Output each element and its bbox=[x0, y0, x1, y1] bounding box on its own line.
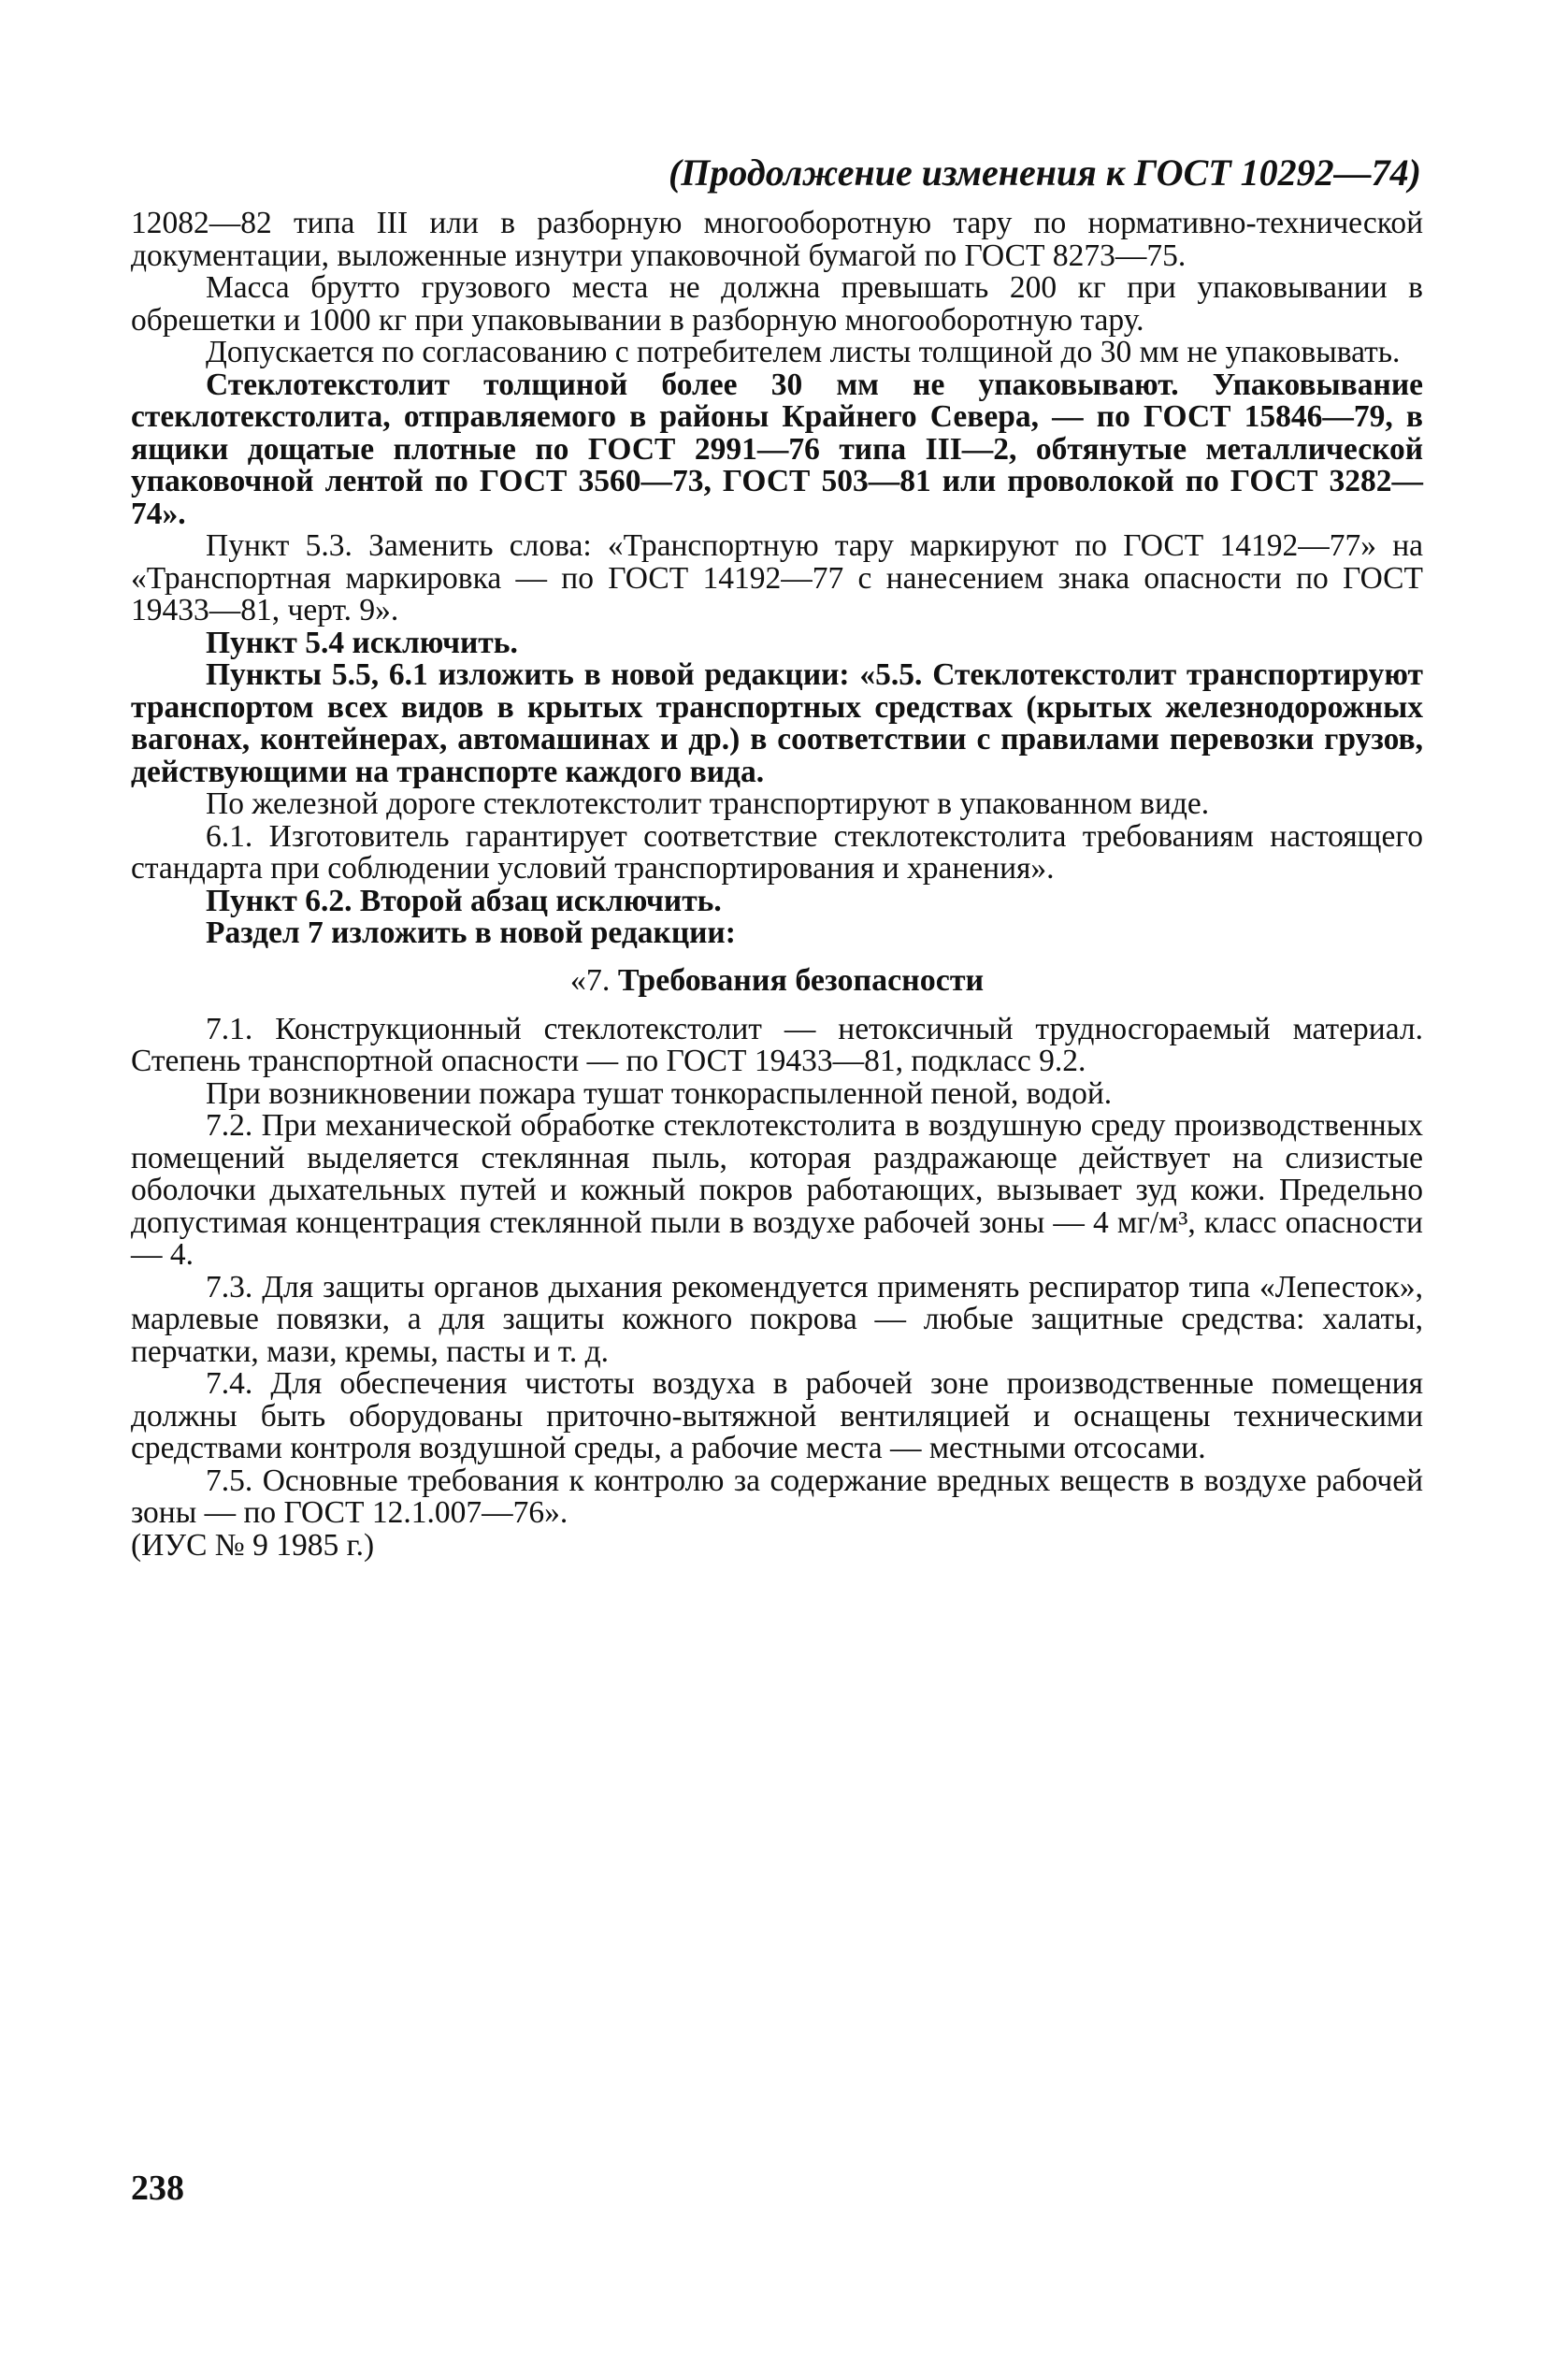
section-heading bbox=[131, 963, 1423, 999]
paragraph-clause-5-4: Пункт 5.4 исключить. bbox=[206, 625, 518, 660]
paragraph-7-3: 7.3. Для защиты органов дыхания рекомендуется применять респиратор типа «Лепесток», марлевые повязки, а для защиты кожного покрова — любые защитные средства: халаты, перчатки, мази, кремы, пасты и т. д. bbox=[131, 1269, 1423, 1369]
paragraph-continuation: 12082—82 типа III или в разборную многооборотную тару по нормативно-технической документации, выложенные изнутри упаковочной бумагой по ГОСТ 8273—75. bbox=[131, 206, 1423, 273]
paragraph-clause-5-3: Пункт 5.3. Заменить слова: «Транспортную тару маркируют по ГОСТ 14192—77» на «Транспортная маркировка — по ГОСТ 14192—77 с нанесением знака опасности по ГОСТ 19433—81, черт. 9». bbox=[131, 528, 1423, 627]
paragraph-railway: По железной дороге стеклотекстолит транспортируют в упакованном виде. bbox=[206, 786, 1210, 821]
paragraph-gross-mass: Масса брутто грузового места не должна превышать 200 кг при упаковывании в обрешетки и 1000 кг при упаковывании в разборную многооборотную тару. bbox=[131, 270, 1423, 338]
paragraph-7-2: 7.2. При механической обработке стеклотекстолита в воздушную среду производственных помещений выделяется стеклянная пыль, которая раздражающе действует на слизистые оболочки дыхательных путей и кожный покров работающих, вызывает зуд кожи. Предельно допустимая концентрация стеклянной пыли в воздухе рабочей зоны — 4 мг/м³, класс опасности — 4. bbox=[131, 1108, 1423, 1272]
paragraph-7-5: 7.5. Основные требования к контролю за содержание вредных веществ в воздухе рабочей зоны — по ГОСТ 12.1.007—76». bbox=[131, 1463, 1423, 1530]
paragraph-section-7: Раздел 7 изложить в новой редакции: bbox=[206, 915, 736, 950]
paragraph-clauses-5-5-6-1: Пункты 5.5, 6.1 изложить в новой редакции: «5.5. Стеклотекстолит транспортируют транспортом всех видов в крытых транспортных средствах (крытых железнодорожных вагонах, контейнерах, автомашинах и др.) в соответствии с правилами перевозки грузов, действующими на транспорте каждого вида. bbox=[131, 657, 1423, 789]
paragraph-sheets-allowed: Допускается по согласованию с потребителем листы толщиной до 30 мм не упаковывать. bbox=[206, 335, 1401, 369]
paragraph-packing-far-north: Стеклотекстолит толщиной более 30 мм не упаковывают. Упаковывание стеклотекстолита, отправляемого в районы Крайнего Севера, — по ГОСТ 15846—79, в ящики дощатые плотные по ГОСТ 2991—76 типа III—2, обтянутые металлической упаковочной лентой по ГОСТ 3560—73, ГОСТ 503—81 или проволокой по ГОСТ 3282—74». bbox=[131, 367, 1423, 531]
paragraph-7-4: 7.4. Для обеспечения чистоты воздуха в рабочей зоне производственные помещения должны быть оборудованы приточно-вытяжной вентиляцией и оснащены техническими средствами контроля воздушной среды, а рабочие места — местными отсосами. bbox=[131, 1366, 1423, 1465]
paragraph-clause-6-1: 6.1. Изготовитель гарантирует соответствие стеклотекстолита требованиям настоящего стандарта при соблюдении условий транспортирования и хранения». bbox=[131, 818, 1423, 886]
section-heading-prefix: «7. bbox=[569, 962, 618, 998]
paragraph-clause-6-2: Пункт 6.2. Второй абзац исключить. bbox=[206, 883, 722, 918]
paragraph-7-1: 7.1. Конструкционный стеклотекстолит — нетоксичный трудносгораемый материал. Степень транспортной опасности — по ГОСТ 19433—81, подкласс 9.2. bbox=[131, 1011, 1423, 1078]
source-note: (ИУС № 9 1985 г.) bbox=[131, 1527, 375, 1563]
section-heading-title: Требования безопасности bbox=[617, 962, 985, 998]
body-text bbox=[131, 208, 1423, 1562]
paragraph-fire: При возникновении пожара тушат тонкораспыленной пеной, водой. bbox=[206, 1075, 1113, 1111]
page-number: 238 bbox=[131, 2169, 184, 2208]
running-head: (Продолжение изменения к ГОСТ 10292—74) bbox=[668, 151, 1421, 194]
